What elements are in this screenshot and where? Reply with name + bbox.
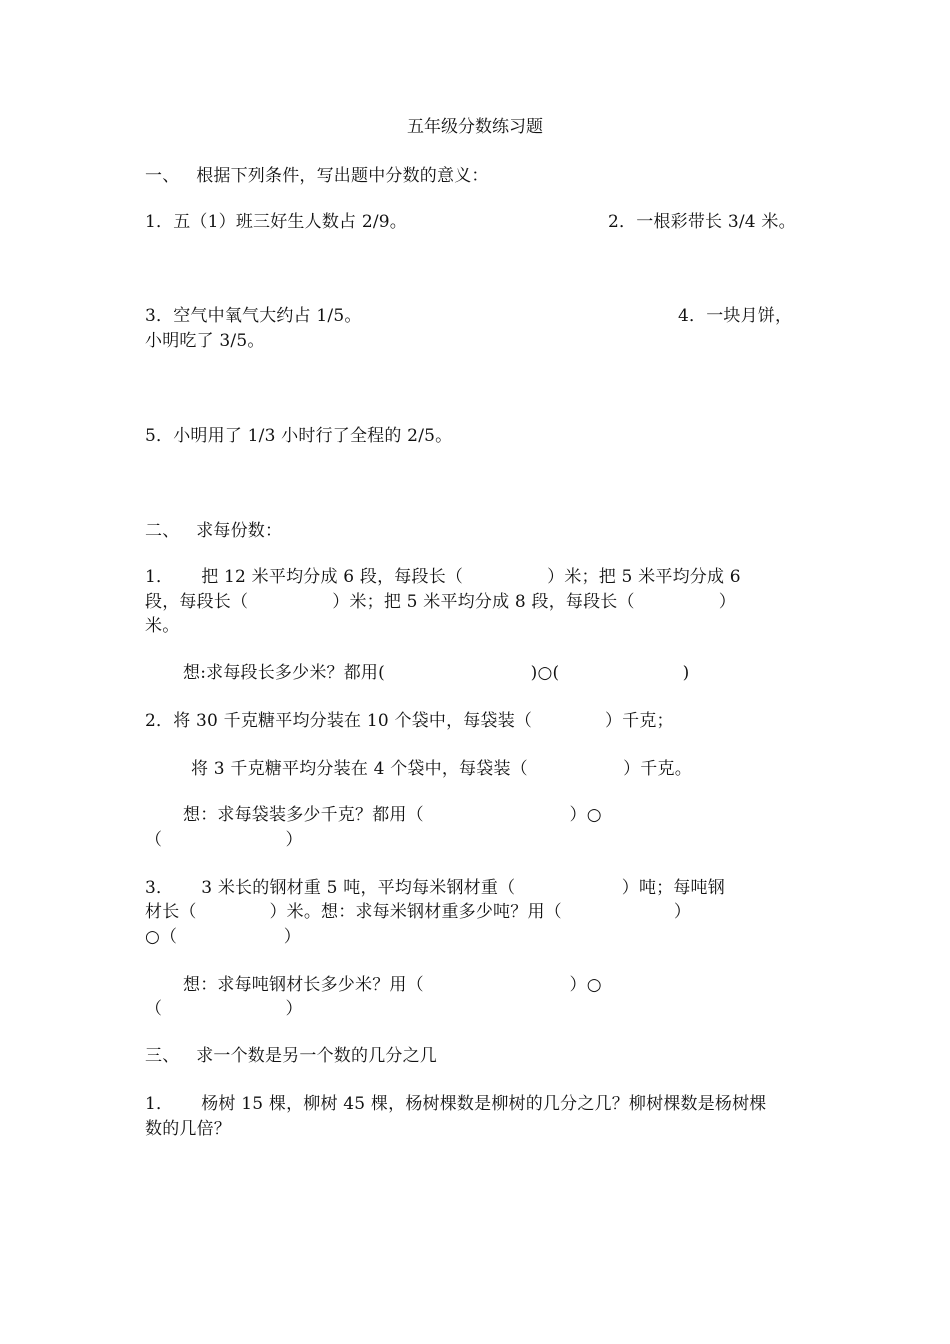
question-1-5: 5．小明用了 1/3 小时行了全程的 2/5。 <box>145 426 453 446</box>
question-2-3-think-line-1: 想：求每吨钢材长多少米？用（ ）○ <box>183 975 602 995</box>
question-2-1-line-2: 段，每段长（ ）米；把 5 米平均分成 8 段，每段长（ ） <box>145 592 736 612</box>
section-3-heading: 三、 求一个数是另一个数的几分之几 <box>145 1046 438 1066</box>
question-2-2-think-line-1: 想：求每袋装多少千克？都用（ ）○ <box>183 805 602 825</box>
question-3-1-line-1: 1． 杨树 15 棵，柳树 45 棵，杨树棵数是柳树的几分之几？柳树棵数是杨树棵 <box>145 1094 767 1114</box>
question-2-2-line-2: 将 3 千克糖平均分装在 4 个袋中，每袋装（ ）千克。 <box>191 759 692 779</box>
question-1-4-line-1: 4．一块月饼， <box>678 306 793 326</box>
question-2-3-line-3: ○（ ） <box>145 927 301 947</box>
question-2-3-line-2: 材长（ ）米。想：求每米钢材重多少吨？用（ ） <box>145 902 692 922</box>
question-2-2-think-line-2: （ ） <box>145 830 303 850</box>
question-2-3-think-line-2: （ ） <box>145 999 303 1019</box>
section-1-heading: 一、 根据下列条件，写出题中分数的意义： <box>145 166 489 186</box>
page-title: 五年级分数练习题 <box>407 117 543 137</box>
question-2-1-line-3: 米。 <box>145 616 180 636</box>
question-1-4-line-2: 小明吃了 3/5。 <box>145 331 265 351</box>
question-2-2-line-1: 2．将 30 千克糖平均分装在 10 个袋中，每袋装（ ）千克； <box>145 711 674 731</box>
question-3-1-line-2: 数的几倍？ <box>145 1119 231 1139</box>
question-1-2: 2．一根彩带长 3/4 米。 <box>608 212 796 232</box>
question-1-3: 3．空气中氧气大约占 1/5。 <box>145 306 362 326</box>
question-1-1: 1．五（1）班三好生人数占 2/9。 <box>145 212 407 232</box>
question-2-1-think: 想:求每段长多少米？都用( )○( ) <box>183 663 690 683</box>
question-2-3-line-1: 3． 3 米长的钢材重 5 吨，平均每米钢材重（ ）吨；每吨钢 <box>145 878 725 898</box>
section-2-heading: 二、 求每份数： <box>145 521 283 541</box>
question-2-1-line-1: 1． 把 12 米平均分成 6 段，每段长（ ）米；把 5 米平均分成 6 <box>145 567 741 587</box>
